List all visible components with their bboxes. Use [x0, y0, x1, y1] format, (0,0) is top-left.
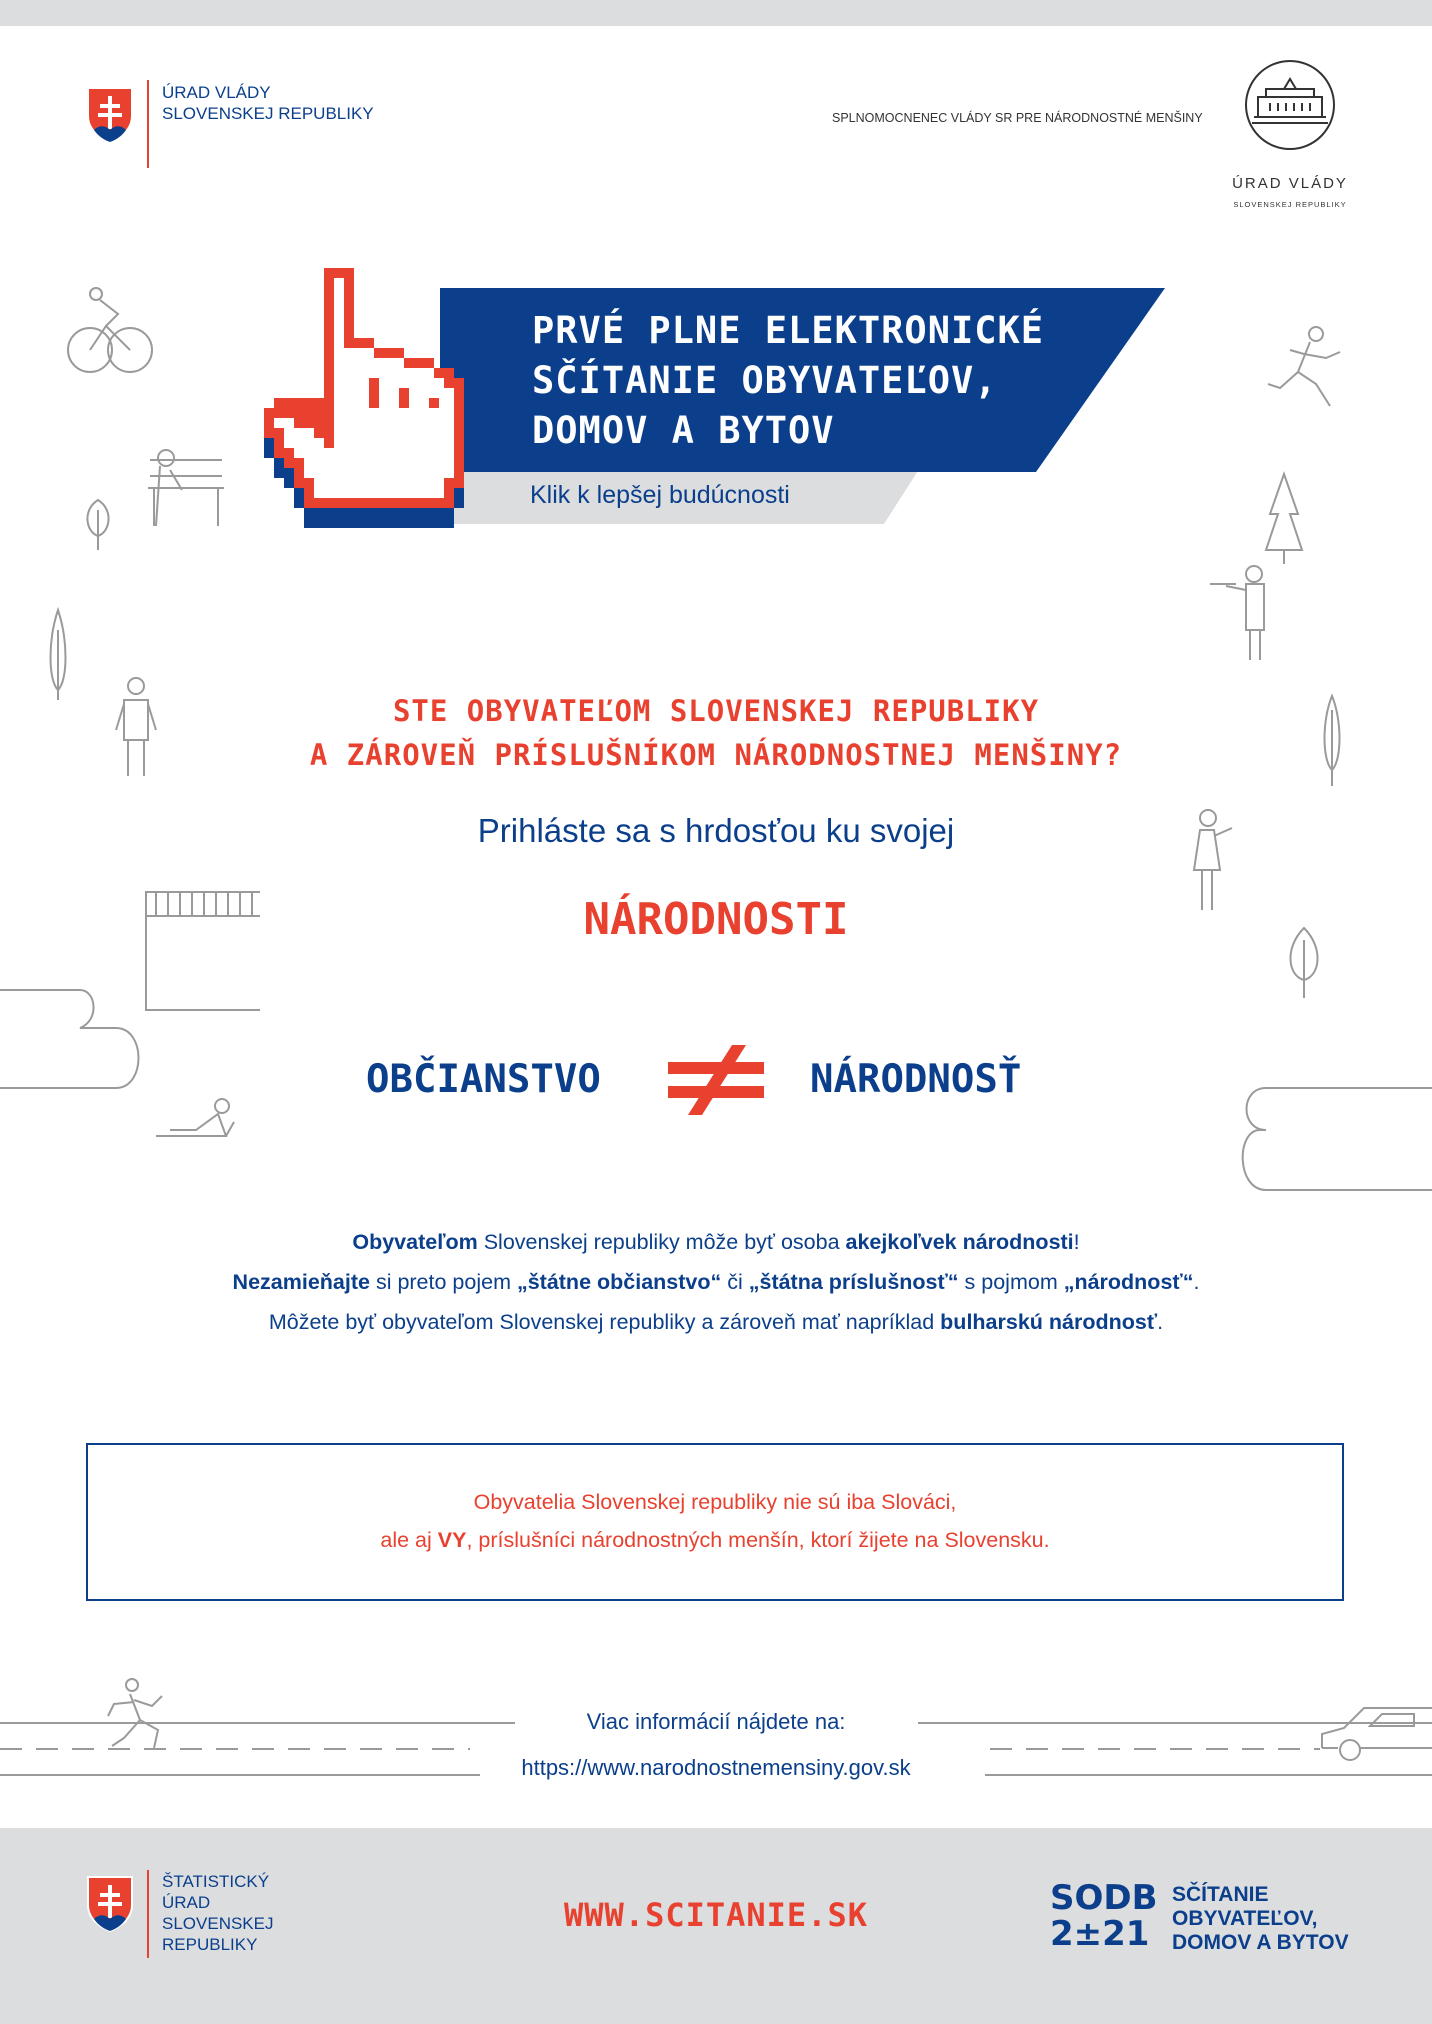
seal-caption-line2: SLOVENSKEJ REPUBLIKY — [1233, 200, 1347, 209]
waiter-icon — [1210, 566, 1264, 660]
left-decor-illustrations — [0, 280, 260, 1160]
gov-office-name — [162, 82, 374, 124]
header-divider — [147, 80, 149, 168]
sodb-logo — [1050, 1880, 1158, 1952]
notice-line2-c: , príslušníci národnostných menšín, ktorí žijete na Slovensku. — [466, 1528, 1050, 1552]
stat-line3: SLOVENSKEJ — [162, 1914, 274, 1933]
cyclist-icon — [68, 288, 152, 372]
round-tree-icon — [1290, 928, 1317, 998]
banner-line2: SČÍTANIE OBYVATEĽOV, — [532, 359, 998, 402]
body-l1-text1: Slovenskej republiky môže byť osoba — [477, 1230, 846, 1254]
notice-line2-bold: VY — [437, 1528, 467, 1552]
body-l2-bold3: „štátna príslušnosť“ — [748, 1270, 959, 1294]
lead-text: Prihláste sa s hrdosťou ku svojej — [477, 812, 955, 849]
right-decor-illustrations — [1180, 300, 1432, 1200]
banner-tagline: Klik k lepšej budúcnosti — [530, 481, 790, 509]
woman-icon — [1194, 810, 1232, 910]
house-icon — [146, 892, 260, 1010]
government-seal-icon — [1240, 55, 1340, 150]
body-l1-bold1: Obyvateľom — [352, 1230, 478, 1254]
seal-caption-line1: ÚRAD VLÁDY — [1232, 175, 1348, 192]
slim-tree-icon — [1325, 696, 1340, 786]
banner-headline — [532, 306, 1044, 456]
body-l2-bold2: „štátne občianstvo“ — [516, 1270, 722, 1294]
banner-line3: DOMOV A BYTOV — [532, 409, 835, 452]
pine-tree-icon — [1266, 474, 1302, 564]
census-website-link[interactable]: WWW.SCITANIE.SK — [564, 1896, 868, 1934]
body-l2-text4: . — [1193, 1270, 1200, 1294]
body-l3-text2: . — [1157, 1310, 1164, 1334]
notice-line1: Obyvatelia Slovenskej republiky nie sú iba Slováci, — [473, 1490, 957, 1514]
not-equal-icon — [668, 1045, 764, 1115]
standing-person-icon — [116, 678, 156, 776]
body-line3 — [0, 1302, 1432, 1342]
pixel-hand-cursor-icon — [264, 268, 504, 538]
census-name — [1172, 1883, 1349, 1955]
body-paragraph — [0, 1222, 1432, 1342]
stat-line1: ŠTATISTICKÝ — [162, 1872, 270, 1891]
sodb-logo-bottom: 2±21 — [1050, 1914, 1150, 1954]
slovak-coat-of-arms-icon — [86, 86, 134, 144]
question-line2: A ZÁROVEŇ PRÍSLUŠNÍKOM NÁRODNOSTNEJ MENŠINY? — [309, 738, 1123, 772]
road-illustration — [0, 1680, 1432, 1800]
body-line1 — [0, 1222, 1432, 1262]
body-l2-text2: či — [721, 1270, 749, 1294]
notice-line2-a: ale aj — [380, 1528, 438, 1552]
notice-line2 — [88, 1521, 1342, 1559]
reclining-person-icon — [156, 1099, 234, 1136]
body-l2-text1: si preto pojem — [369, 1270, 517, 1294]
nationality-label: NÁRODNOSŤ — [810, 1057, 1022, 1102]
census-line2: OBYVATEĽOV, — [1172, 1907, 1318, 1930]
jogger-icon — [1268, 327, 1340, 406]
nationality-highlight: NÁRODNOSTI — [583, 894, 849, 945]
body-l3-text1: Môžete byť obyvateľom Slovenskej republiky a zároveň mať napríklad — [268, 1310, 941, 1334]
notice-box — [86, 1443, 1344, 1601]
gov-office-line2: SLOVENSKEJ REPUBLIKY — [162, 104, 374, 123]
body-l3-bold1: bulharskú národnosť — [940, 1310, 1158, 1334]
census-line3: DOMOV A BYTOV — [1172, 1931, 1349, 1954]
pond-icon — [0, 990, 139, 1088]
info-url-link[interactable]: https://www.narodnostnemensiny.gov.sk — [521, 1755, 911, 1780]
top-bar — [0, 0, 1432, 26]
body-l1-text2: ! — [1073, 1230, 1080, 1254]
info-label: Viac informácií nájdete na: — [586, 1709, 846, 1734]
tree-icon — [87, 500, 108, 550]
sodb-logo-top: SODB — [1050, 1878, 1158, 1918]
tall-tree-icon — [51, 610, 66, 700]
census-line1: SČÍTANIE — [1172, 1883, 1269, 1906]
plenipotentiary-text: SPLNOMOCNENEC VLÁDY SR PRE NÁRODNOSTNÉ MENŠINY — [832, 111, 1203, 125]
pond-right-icon — [1243, 1088, 1432, 1190]
body-l1-bold2: akejkoľvek národnosti — [845, 1230, 1074, 1254]
stat-line2: ÚRAD — [162, 1893, 211, 1912]
stat-line4: REPUBLIKY — [162, 1935, 258, 1954]
question-line1: STE OBYVATEĽOM SLOVENSKEJ REPUBLIKY — [392, 694, 1040, 728]
gov-office-line1: ÚRAD VLÁDY — [162, 83, 271, 102]
citizenship-label: OBČIANSTVO — [366, 1057, 601, 1102]
banner-line1: PRVÉ PLNE ELEKTRONICKÉ — [532, 309, 1045, 352]
body-l2-text3: s pojmom — [958, 1270, 1064, 1294]
notice-text — [88, 1483, 1342, 1559]
body-l2-bold4: „národnosť“ — [1063, 1270, 1194, 1294]
body-l2-bold1: Nezamieňajte — [232, 1270, 370, 1294]
bench-person-icon — [148, 450, 224, 526]
body-line2 — [0, 1262, 1432, 1302]
